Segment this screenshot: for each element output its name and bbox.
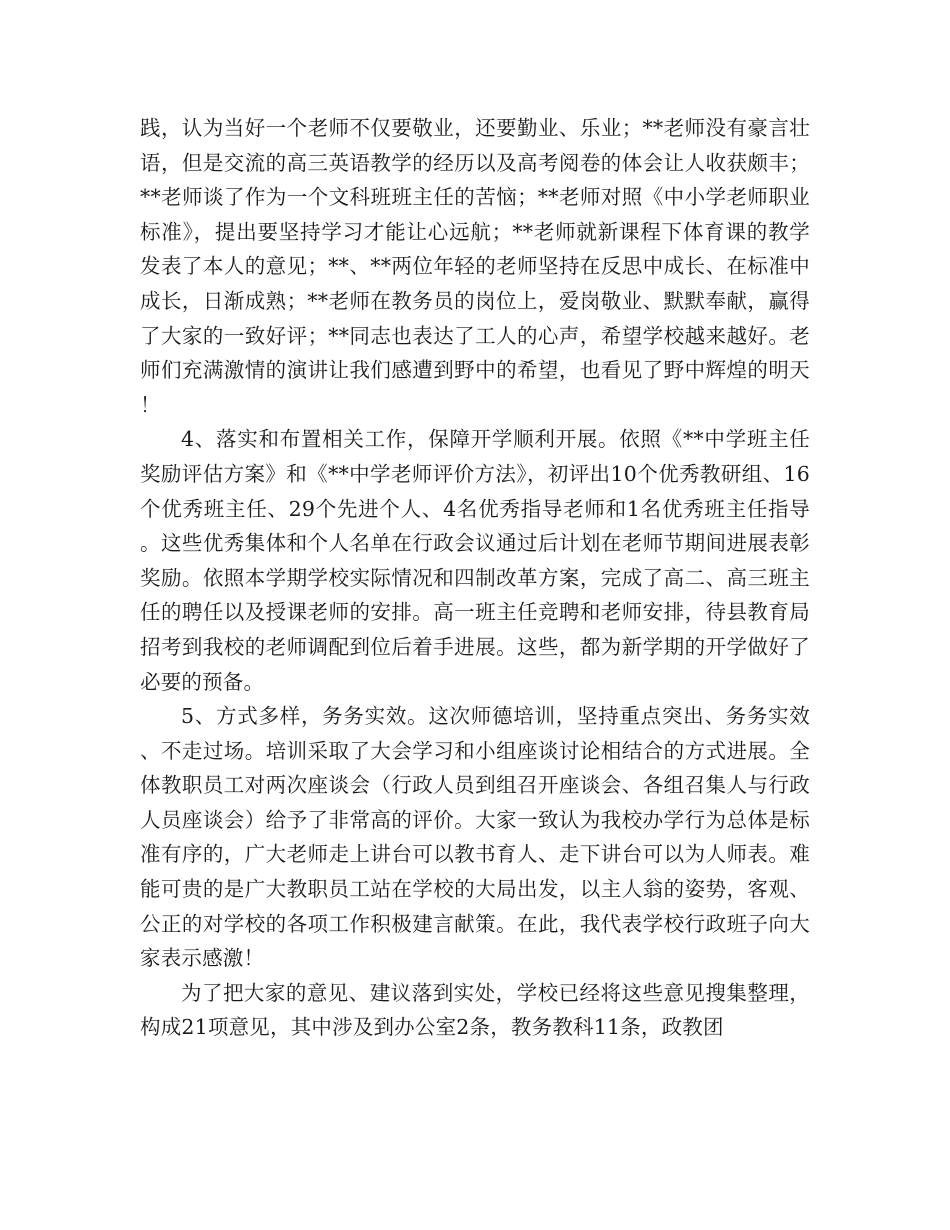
paragraph-continuation: 践，认为当好一个老师不仅要敬业，还要勤业、乐业；**老师没有豪言壮语，但是交流的高三英语教学的经历以及高考阅卷的体会让人收获颇丰；**老师谈了作为一个文科班班主任的苦恼；**老师对照《中小学老师职业标准》，提出要坚持学习才能让心远航；**老师就新课程下体育课的教学发表了本人的意见；**、**两位年轻的老师坚持在反思中成长、在标准中成长，日渐成熟；**老师在教务员的岗位上，爱岗敬业、默默奉献，赢得了大家的一致好评；**同志也表达了工人的心声，希望学校越来越好。老师们充满激情的演讲让我们感遭到野中的希望，也看见了野中辉煌的明天！ — [140, 116, 810, 417]
paragraph-item-5: 5、方式多样，务务实效。这次师德培训，坚持重点突出、务务实效、不走过场。培训采取了大会学习和小组座谈讨论相结合的方式进展。全体教职员工对两次座谈会（行政人员到组召开座谈会、各组召集人与行政人员座谈会）给予了非常高的评价。大家一致认为我校办学行为总体是标准有序的，广大老师走上讲台可以教书育人、走下讲台可以为人师表。难能可贵的是广大教职员工站在学校的大局出发，以主人翁的姿势，客观、公正的对学校的各项工作积极建言献策。在此，我代表学校行政班子向大家表示感激！ — [140, 704, 810, 971]
document-body — [140, 111, 810, 1045]
paragraph-item-4: 4、落实和布置相关工作，保障开学顺利开展。依照《**中学班主任奖励评估方案》和《**中学老师评价方法》，初评出10个优秀教研组、16个优秀班主任、29个先进个人、4名优秀指导老师和1名优秀班主任指导。这些优秀集体和个人名单在行政会议通过后计划在老师节期间进展表彰奖励。依照本学期学校实际情况和四制改革方案，完成了高二、高三班主任的聘任以及授课老师的安排。高一班主任竞聘和老师安排，待县教育局招考到我校的老师调配到位后着手进展。这些，都为新学期的开学做好了必要的预备。 — [140, 427, 810, 694]
paragraph-opinions: 为了把大家的意见、建议落到实处，学校已经将这些意见搜集整理，构成21项意见，其中涉及到办公室2条，教务教科11条，政教团 — [140, 980, 810, 1040]
